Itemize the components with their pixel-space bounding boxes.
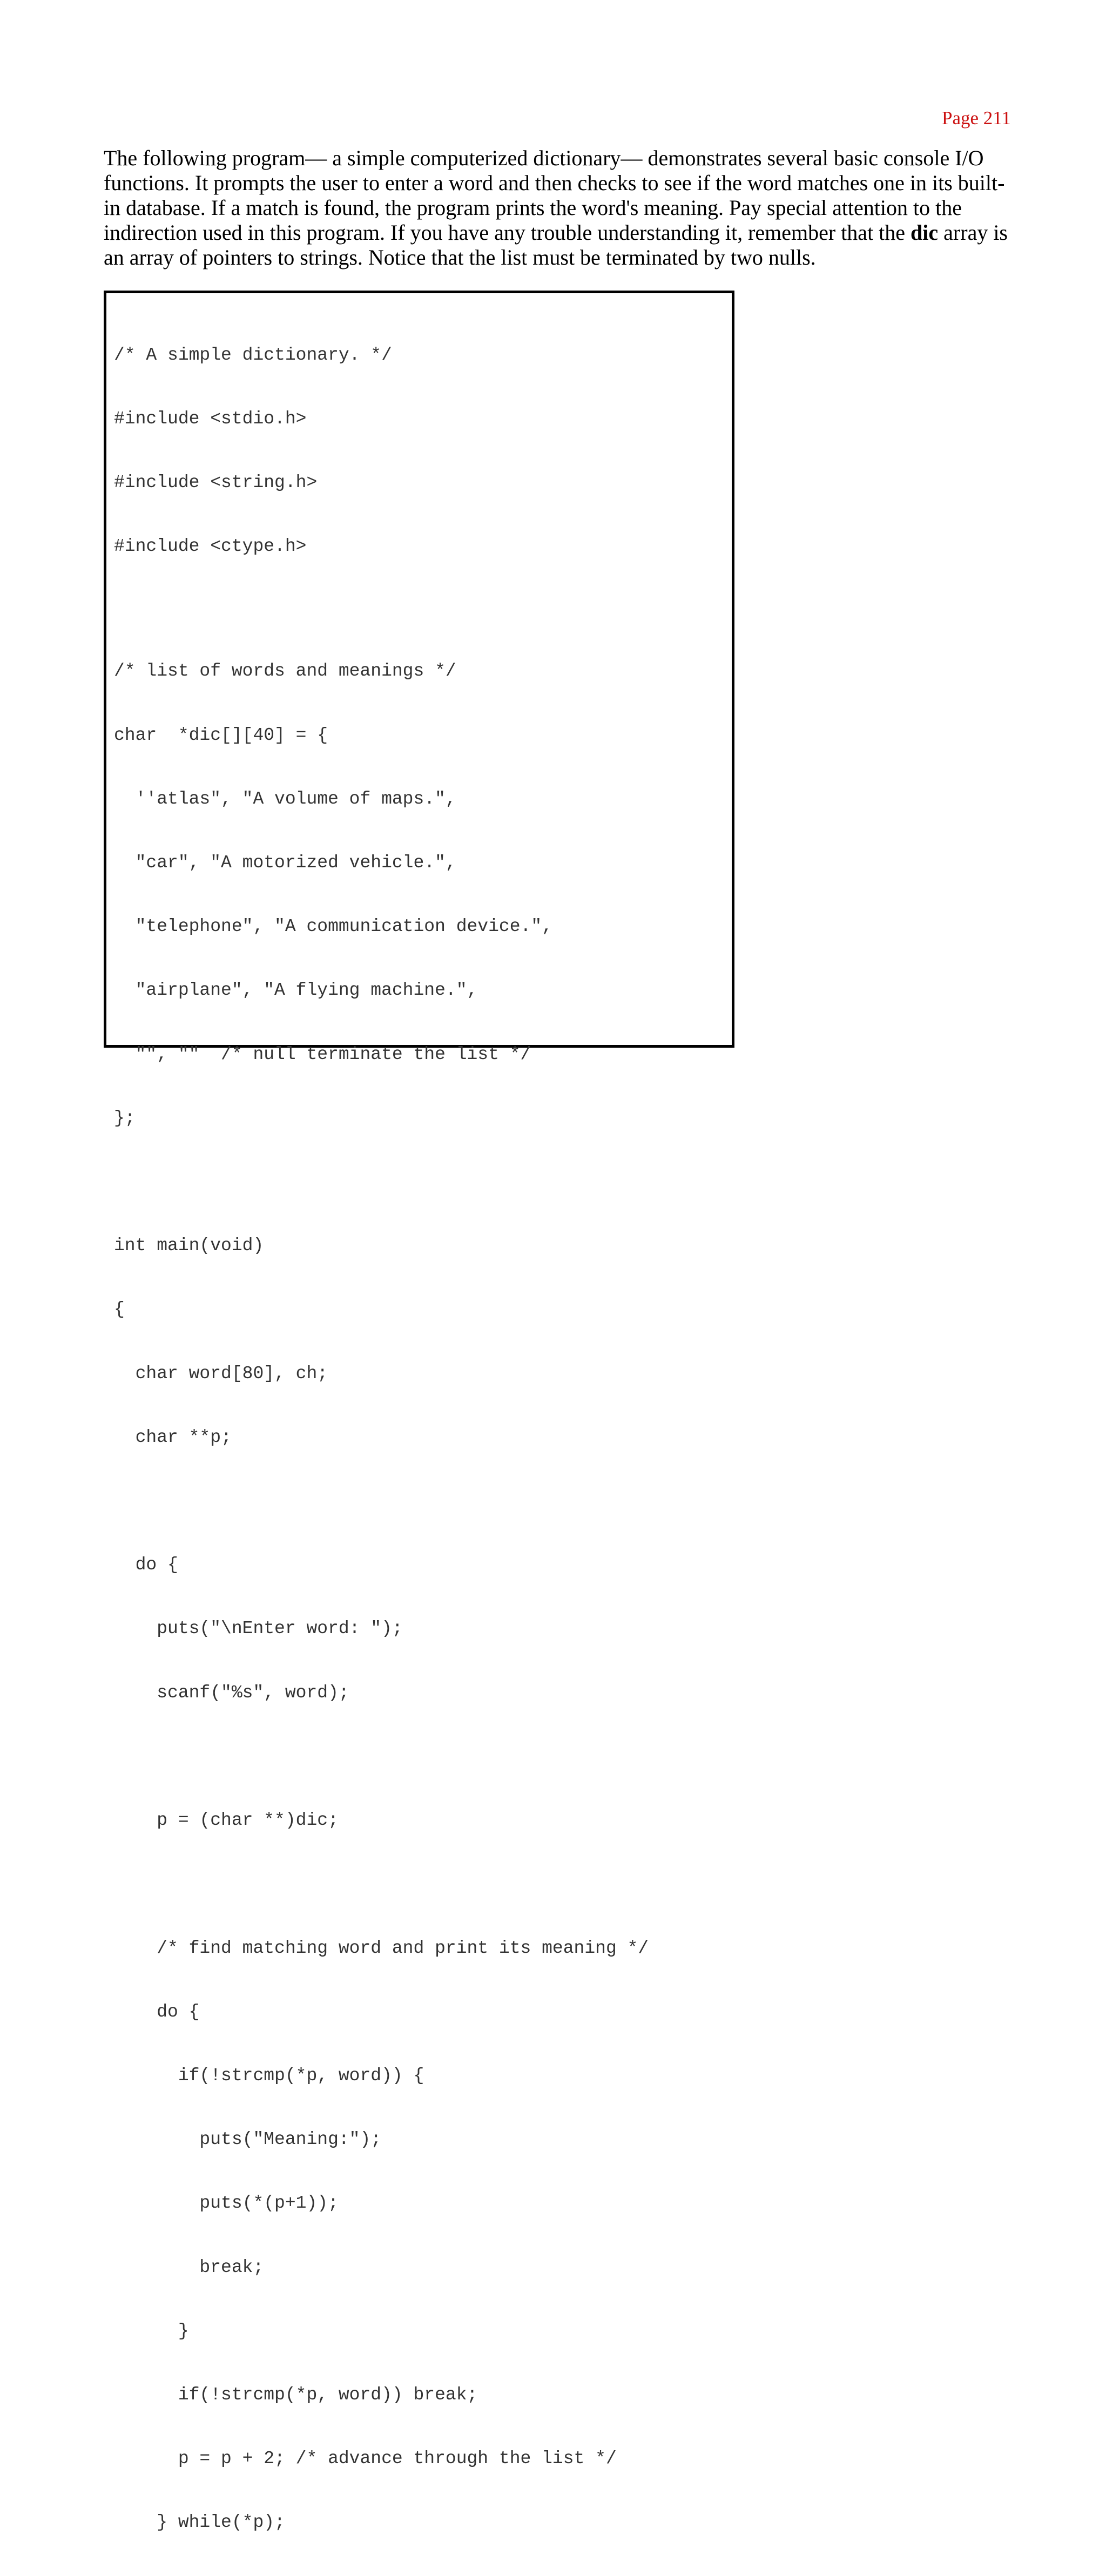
code-blank-line [114, 1746, 732, 1767]
code-line: #include <ctype.h> [114, 536, 307, 557]
code-line: /* A simple dictionary. */ [114, 345, 392, 365]
code-line: p = (char **)dic; [114, 1810, 339, 1831]
code-line: char word[80], ch; [114, 1363, 328, 1384]
code-line: "", "" /* null terminate the list */ [114, 1044, 531, 1064]
code-line: puts("\nEnter word: "); [114, 1619, 403, 1639]
code-line: /* list of words and meanings */ [114, 661, 456, 682]
code-line: }; [114, 1108, 136, 1128]
intro-text-end: array is an array of pointers to strings. Notice that the list must be terminated by two nulls. [104, 220, 1008, 269]
code-listing-box [104, 291, 734, 2533]
code-blank-line [114, 1171, 732, 1192]
code-line: if(!strcmp(*p, word)) { [114, 2065, 424, 2086]
page-number: Page 211 [942, 107, 1011, 129]
code-line: "car", "A motorized vehicle.", [114, 853, 456, 873]
code-line: char *dic[][40] = { [114, 725, 328, 745]
code-line: /* find matching word and print its meaning */ [114, 1938, 649, 1958]
code-line: } [114, 2321, 189, 2341]
code-line: #include <string.h> [114, 473, 318, 493]
intro-paragraph [104, 146, 1016, 271]
code-line: char **p; [114, 1427, 232, 1447]
code-line: if(!strcmp(*p, word)) break; [114, 2384, 478, 2405]
intro-text-start: The following program— a simple computerized dictionary— demonstrates several basic console I/O functions. It prompts the user to enter a word and then checks to see if the word matches one in its built-in database. If a match is found, the program prints the word's meaning. Pay special attention to the indirection used in this program. If you have any trouble understanding it, remember that the [104, 146, 1005, 245]
code-line: p = p + 2; /* advance through the list */ [114, 2449, 617, 2469]
code-line: puts(*(p+1)); [114, 2193, 339, 2214]
code-line: break; [114, 2257, 264, 2277]
code-listing [106, 293, 732, 2576]
code-line: do { [114, 2001, 200, 2022]
code-blank-line [114, 600, 732, 618]
code-line: ''atlas", "A volume of maps.", [114, 788, 456, 809]
code-line: puts("Meaning:"); [114, 2129, 382, 2150]
code-line: do { [114, 1555, 178, 1575]
code-line: int main(void) [114, 1236, 264, 1256]
code-blank-line [114, 1491, 732, 1512]
code-line: "telephone", "A communication device.", [114, 916, 552, 937]
code-line: #include <stdio.h> [114, 409, 307, 429]
code-line: "airplane", "A flying machine.", [114, 980, 478, 1001]
intro-bold-term: dic [911, 220, 939, 245]
code-line: scanf("%s", word); [114, 1682, 349, 1703]
code-line: { [114, 1299, 125, 1320]
code-line: } while(*p); [114, 2512, 285, 2533]
code-blank-line [114, 1873, 732, 1894]
